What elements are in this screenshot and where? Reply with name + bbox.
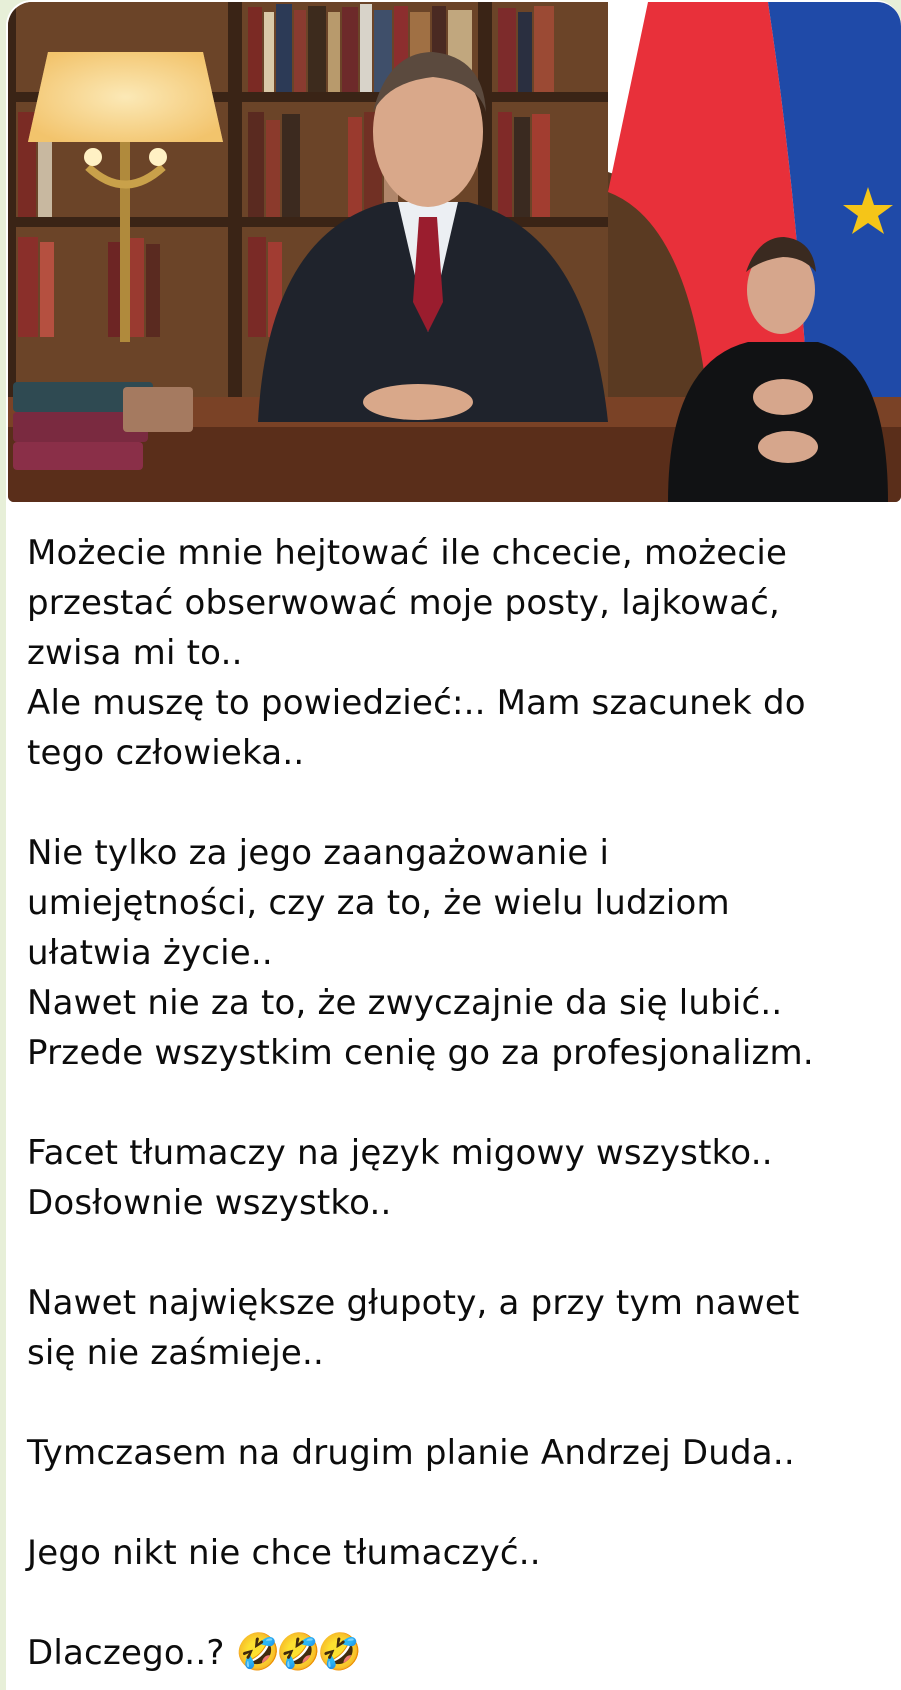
message-line: Nawet największe głupoty, a przy tym nawet xyxy=(27,1283,800,1323)
paragraph-gap xyxy=(27,778,887,828)
message-line: tego człowieka.. xyxy=(27,733,305,773)
paragraph-gap xyxy=(27,1478,887,1528)
message-line: Dosłownie wszystko.. xyxy=(27,1183,392,1223)
paragraph-gap xyxy=(27,1378,887,1428)
message-line: przestać obserwować moje posty, lajkować, xyxy=(27,583,781,623)
message-line: zwisa mi to.. xyxy=(27,633,243,673)
message-line: umiejętności, czy za to, że wielu ludziom xyxy=(27,883,730,923)
paragraph-gap xyxy=(27,1078,887,1128)
rofl-emoji-icon: 🤣🤣🤣 xyxy=(235,1632,359,1673)
message-line: Przede wszystkim cenię go za profesjonalizm. xyxy=(27,1033,814,1073)
message-line: Tymczasem na drugim planie Andrzej Duda.. xyxy=(27,1433,795,1473)
message-text xyxy=(27,528,887,1678)
message-line: się nie zaśmieje.. xyxy=(27,1333,325,1373)
post-photo[interactable] xyxy=(8,2,901,502)
message-line: Możecie mnie hejtować ile chcecie, możecie xyxy=(27,533,788,573)
message-line: ułatwia życie.. xyxy=(27,933,273,973)
paragraph-gap xyxy=(27,1228,887,1278)
message-line: Ale muszę to powiedzieć:.. Mam szacunek do xyxy=(27,683,806,723)
paragraph-gap xyxy=(27,1578,887,1628)
post-photo-illustration xyxy=(8,2,901,502)
message-line: Jego nikt nie chce tłumaczyć.. xyxy=(27,1533,541,1573)
message-bubble xyxy=(6,0,901,1690)
message-line: Nawet nie za to, że zwyczajnie da się lubić.. xyxy=(27,983,783,1023)
message-last-line-text: Dlaczego..? xyxy=(27,1633,225,1673)
message-last-line xyxy=(27,1628,887,1678)
message-line: Nie tylko za jego zaangażowanie i xyxy=(27,833,610,873)
message-line: Facet tłumaczy na język migowy wszystko.. xyxy=(27,1133,773,1173)
